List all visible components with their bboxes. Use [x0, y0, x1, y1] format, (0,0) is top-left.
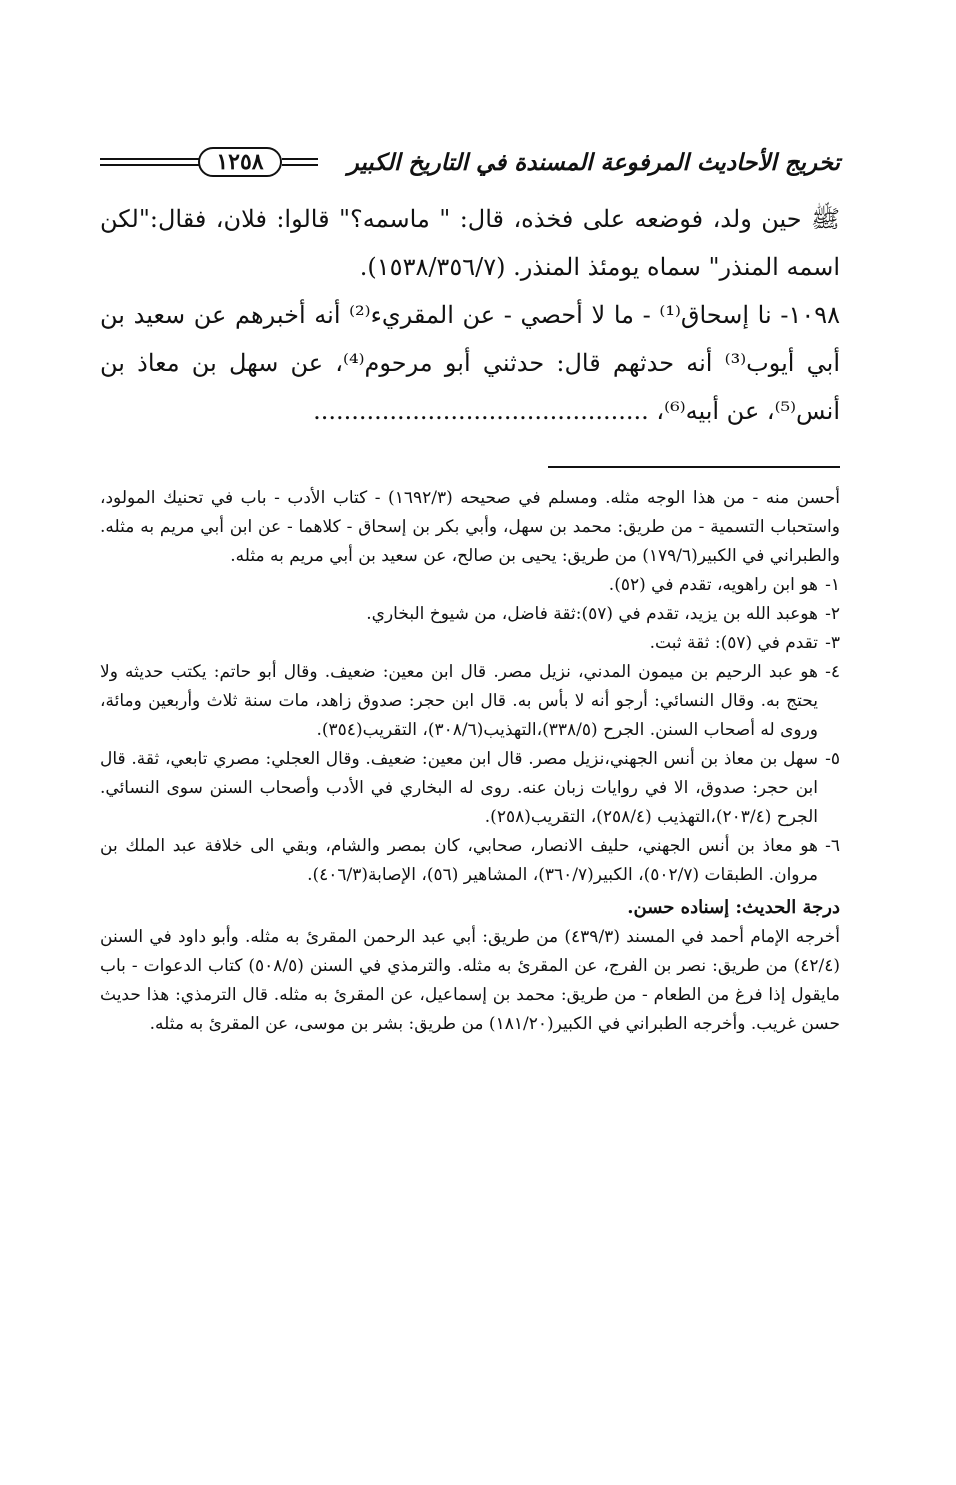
main-paragraph-1: ﷺ حين ولد، فوضعه على فخذه، قال: " ماسمه؟" قالوا: فلان، فقال:"لكن اسمه المنذر" سماه يومئذ المنذر. (١٥٣٨/٣٥٦/٧). [100, 205, 840, 281]
page-number: ١٢٥٨ [216, 149, 264, 175]
footnote-number: ٣- [825, 633, 840, 653]
page-number-badge [198, 147, 282, 177]
footnote-2 [100, 600, 840, 629]
hadith-grade-heading: درجة الحديث: إسناده حسن. [627, 897, 840, 918]
footnote-6 [100, 832, 840, 890]
footnote-number: ٢- [825, 604, 840, 624]
footnote-number: ٦- [825, 836, 840, 856]
footnote-text: سهل بن معاذ بن أنس الجهني،نزيل مصر. قال ابن معين: ضعيف. وقال العجلي: مصري تابعي، ثقة. قال ابن حجر: صدوق، الا في روايات زبان عنه. روى له البخاري في الأدب وأصحاب السنن سوى النسائي. الجرح (٢٠٣/٤)،التهذيب (٢٥٨/٤)، التقريب(٢٥٨). [100, 749, 818, 827]
footnote-number: ٥- [825, 749, 840, 769]
takhrij-paragraph: أخرجه الإمام أحمد في المسند (٤٣٩/٣) من طريق: أبي عبد الرحمن المقرئ به مثله. وأبو داود في السنن (٤٢/٤) من طريق: نصر بن الفرج، عن المقرئ به مثله. والترمذي في السنن (٥٠٨/٥) كتاب الدعوات - باب مايقول إذا فرغ من الطعام - من طريق: محمد بن إسماعيل، عن المقرئ به مثله. قال الترمذي: هذا حديث حسن غريب. وأخرجه الطبراني في الكبير(١٨١/٢٠) من طريق: بشر بن موسى، عن المقرئ به مثله. [100, 927, 841, 1034]
header-rule-left [100, 158, 200, 166]
footnote-number: ٤- [825, 662, 840, 682]
footnote-1 [100, 571, 840, 600]
footnote-5 [100, 745, 840, 832]
footnote-separator [548, 466, 840, 468]
running-header [100, 142, 840, 182]
footnote-text: هو ابن راهويه، تقدم في (٥٢). [608, 575, 818, 595]
footnote-number: ١- [825, 575, 840, 595]
footnote-text: تقدم في (٥٧): ثقة ثبت. [649, 633, 818, 653]
running-title: تخريج الأحاديث المرفوعة المسندة في التاريخ الكبير [347, 148, 840, 176]
footnote-continuation: أحسن منه - من هذا الوجه مثله. ومسلم في صحيحه (١٦٩٢/٣) - كتاب الأدب - باب في تحنيك المولود، واستحباب التسمية - من طريق: محمد بن سهل، وأبي بكر بن إسحاق - كلاهما - عن ابن أبي مريم به مثله. والطبراني في الكبير(١٧٩/٦) من طريق: يحيى بن صالح، عن سعيد بن أبي مريم به مثله. [100, 488, 840, 566]
footnote-4 [100, 658, 840, 745]
footnote-text: هو عبد الرحيم بن ميمون المدني، نزيل مصر. قال ابن معين: ضعيف. وقال أبو حاتم: يكتب حديثه ولا يحتج به. وقال النسائي: أرجو أنه لا بأس به. قال ابن حجر: صدوق زاهد، مات سنة ثلاث وأربعين ومائة، وروى له أصحاب السنن. الجرح (٣٣٨/٥)،التهذيب(٣٠٨/٦)، التقريب(٣٥٤). [100, 662, 818, 740]
footnote-3 [100, 629, 840, 658]
hadith-1098: ١٠٩٨- نا إسحاق⁽¹⁾ - ما لا أحصي - عن المقريء⁽²⁾ أنه أخبرهم عن سعيد بن أبي أيوب⁽³⁾ أنه حدثهم قال: حدثني أبو مرحوم⁽⁴⁾، عن سهل بن معاذ بن أنس⁽⁵⁾، عن أبيه⁽⁶⁾، ............................................ [100, 301, 840, 425]
footnotes-section [100, 484, 840, 1039]
header-rule-right [282, 158, 318, 166]
footnote-text: هو معاذ بن أنس الجهني، حليف الانصار، صحابي، كان بمصر والشام، وبقي الى خلافة عبد الملك بن مروان. الطبقات (٥٠٢/٧)، الكبير(٣٦٠/٧)، المشاهير (٥٦)، الإصابة(٤٠٦/٣). [100, 836, 818, 885]
main-text [100, 195, 840, 435]
footnote-text: هوعبد الله بن يزيد، تقدم في (٥٧):ثقة فاضل، من شيوخ البخاري. [366, 604, 818, 624]
